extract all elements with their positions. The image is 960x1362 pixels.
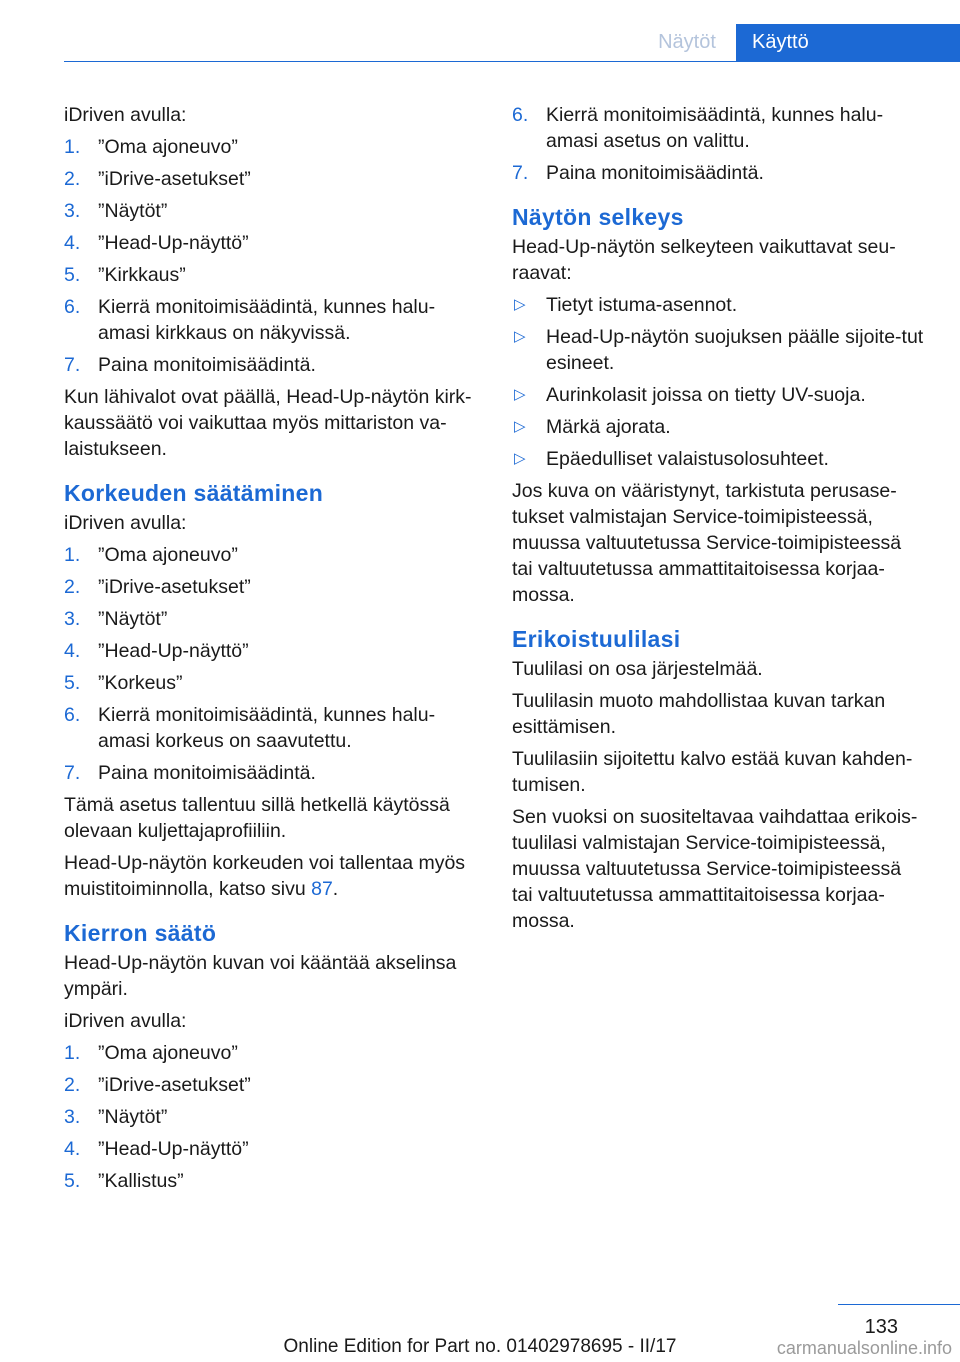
edition-line: Online Edition for Part no. 01402978695 - II/17	[283, 1336, 677, 1357]
list-item	[512, 414, 926, 440]
step-text: Kierrä monitoimisäädintä, kunnes halu‐amasi kirkkaus on näkyvissä.	[98, 296, 436, 344]
list-item	[64, 1072, 478, 1098]
step-number: 3.	[64, 1106, 81, 1128]
list-item	[64, 760, 478, 786]
list-item	[64, 670, 478, 696]
list-item	[64, 1040, 478, 1066]
heading-display-clarity: Näytön selkeys	[512, 204, 684, 230]
section-tab-naytot[interactable]: Näytöt	[658, 31, 716, 53]
memory-note-text: Head-Up-näytön korkeuden voi tallentaa myös muistitoiminnolla, katso sivu	[64, 852, 466, 900]
list-item	[64, 294, 478, 346]
step-number: 7.	[512, 162, 529, 184]
triangle-bullet-icon: ▷	[514, 450, 526, 467]
bullet-text: Tietyt istuma-asennot.	[546, 294, 738, 316]
rotation-steps-continued	[512, 102, 926, 186]
footer-rule	[838, 1304, 960, 1305]
heading-height-adjustment: Korkeuden säätäminen	[64, 480, 324, 506]
left-column	[64, 102, 478, 1200]
step-number: 7.	[64, 762, 81, 784]
windshield-note-4: Sen vuoksi on suositeltavaa vaihdattaa erikois‐tuulilasi valmistajan Service-toimipisteessä, muussa valtuutetussa Service-toimipisteessä tai valtuutetussa ammattitaitoisessa korjaa‐mossa.	[512, 806, 918, 932]
list-item	[64, 702, 478, 754]
step-text: ”Kirkkaus”	[98, 264, 186, 286]
step-text: ”iDrive-asetukset”	[98, 168, 251, 190]
step-text: Paina monitoimisäädintä.	[98, 354, 316, 376]
step-number: 2.	[64, 576, 81, 598]
page-reference-link[interactable]: 87	[311, 878, 333, 900]
list-item	[64, 230, 478, 256]
bullet-text: Head-Up-näytön suojuksen päälle sijoite‐tut esineet.	[546, 326, 924, 374]
memory-note	[64, 850, 478, 902]
list-item	[64, 542, 478, 568]
step-text: Paina monitoimisäädintä.	[546, 162, 764, 184]
list-item	[512, 382, 926, 408]
step-number: 2.	[64, 1074, 81, 1096]
windshield-note-1: Tuulilasi on osa järjestelmää.	[512, 658, 763, 680]
step-text: ”Näytöt”	[98, 1106, 168, 1128]
list-item	[512, 292, 926, 318]
list-item	[512, 324, 926, 376]
step-text: Kierrä monitoimisäädintä, kunnes halu‐amasi korkeus on saavutettu.	[98, 704, 436, 752]
step-number: 6.	[64, 704, 81, 726]
list-item	[512, 446, 926, 472]
list-item	[64, 1136, 478, 1162]
intro-text: iDriven avulla:	[64, 1010, 187, 1032]
step-text: ”Kallistus”	[98, 1170, 184, 1192]
step-number: 6.	[512, 104, 529, 126]
step-number: 2.	[64, 168, 81, 190]
list-item	[64, 352, 478, 378]
clarity-factors-list	[512, 292, 926, 472]
rotation-note: Head-Up-näytön kuvan voi kääntää akselinsa ympäri.	[64, 952, 457, 1000]
list-item	[512, 102, 926, 154]
heading-rotation: Kierron säätö	[64, 920, 217, 946]
windshield-note-3: Tuulilasiin sijoitettu kalvo estää kuvan kahden‐tumisen.	[512, 748, 913, 796]
list-item	[64, 574, 478, 600]
low-beam-note: Kun lähivalot ovat päällä, Head-Up-näytön kirk‐kaussäätö voi vaikuttaa myös mittariston va‐laistukseen.	[64, 386, 472, 460]
triangle-bullet-icon: ▷	[514, 296, 526, 313]
distortion-note: Jos kuva on vääristynyt, tarkistuta perusase‐tukset valmistajan Service-toimipisteessä, muussa valtuutetussa Service-toimipisteessä tai valtuutetussa ammattitaitoisessa korjaa‐mossa.	[512, 480, 902, 606]
step-number: 5.	[64, 672, 81, 694]
step-number: 1.	[64, 136, 81, 158]
step-number: 1.	[64, 544, 81, 566]
bullet-text: Epäedulliset valaistusolosuhteet.	[546, 448, 829, 470]
bullet-text: Aurinkolasit joissa on tietty UV-suoja.	[546, 384, 866, 406]
section-tab-kaytto[interactable]: Käyttö	[736, 24, 960, 61]
list-item	[64, 262, 478, 288]
step-number: 6.	[64, 296, 81, 318]
triangle-bullet-icon: ▷	[514, 418, 526, 435]
heading-special-windshield: Erikoistuulilasi	[512, 626, 681, 652]
triangle-bullet-icon: ▷	[514, 386, 526, 403]
step-number: 4.	[64, 232, 81, 254]
list-item	[64, 1168, 478, 1194]
intro-text: iDriven avulla:	[64, 512, 187, 534]
list-item	[64, 606, 478, 632]
step-number: 4.	[64, 640, 81, 662]
step-number: 3.	[64, 200, 81, 222]
step-text: ”Korkeus”	[98, 672, 183, 694]
list-item	[64, 166, 478, 192]
list-item	[64, 134, 478, 160]
step-number: 5.	[64, 1170, 81, 1192]
bullet-text: Märkä ajorata.	[546, 416, 671, 438]
step-text: Kierrä monitoimisäädintä, kunnes halu‐amasi asetus on valittu.	[546, 104, 884, 152]
step-number: 1.	[64, 1042, 81, 1064]
list-item	[64, 198, 478, 224]
intro-text: iDriven avulla:	[64, 104, 187, 126]
profile-note: Tämä asetus tallentuu sillä hetkellä käytössä olevaan kuljettajaprofiiliin.	[64, 794, 450, 842]
clarity-intro: Head-Up-näytön selkeyteen vaikuttavat seu‐raavat:	[512, 236, 896, 284]
step-text: ”iDrive-asetukset”	[98, 1074, 251, 1096]
page-number: 133	[864, 1316, 898, 1338]
list-item	[64, 1104, 478, 1130]
step-number: 7.	[64, 354, 81, 376]
rotation-steps-list	[64, 1040, 478, 1194]
brightness-steps-list	[64, 134, 478, 378]
step-number: 4.	[64, 1138, 81, 1160]
step-text: ”Oma ajoneuvo”	[98, 544, 238, 566]
step-text: ”Head-Up-näyttö”	[98, 640, 249, 662]
memory-note-end: .	[332, 878, 339, 900]
list-item	[512, 160, 926, 186]
height-steps-list	[64, 542, 478, 786]
step-text: ”iDrive-asetukset”	[98, 576, 251, 598]
triangle-bullet-icon: ▷	[514, 328, 526, 345]
step-text: Paina monitoimisäädintä.	[98, 762, 316, 784]
list-item	[64, 638, 478, 664]
step-text: ”Näytöt”	[98, 200, 168, 222]
step-number: 5.	[64, 264, 81, 286]
right-column	[512, 102, 926, 940]
windshield-note-2: Tuulilasin muoto mahdollistaa kuvan tarkan esittämisen.	[512, 690, 886, 738]
step-text: ”Näytöt”	[98, 608, 168, 630]
step-text: ”Oma ajoneuvo”	[98, 136, 238, 158]
watermark: carmanualsonline.info	[776, 1338, 952, 1358]
step-text: ”Head-Up-näyttö”	[98, 232, 249, 254]
header-rule	[64, 61, 960, 62]
step-text: ”Head-Up-näyttö”	[98, 1138, 249, 1160]
step-number: 3.	[64, 608, 81, 630]
step-text: ”Oma ajoneuvo”	[98, 1042, 238, 1064]
